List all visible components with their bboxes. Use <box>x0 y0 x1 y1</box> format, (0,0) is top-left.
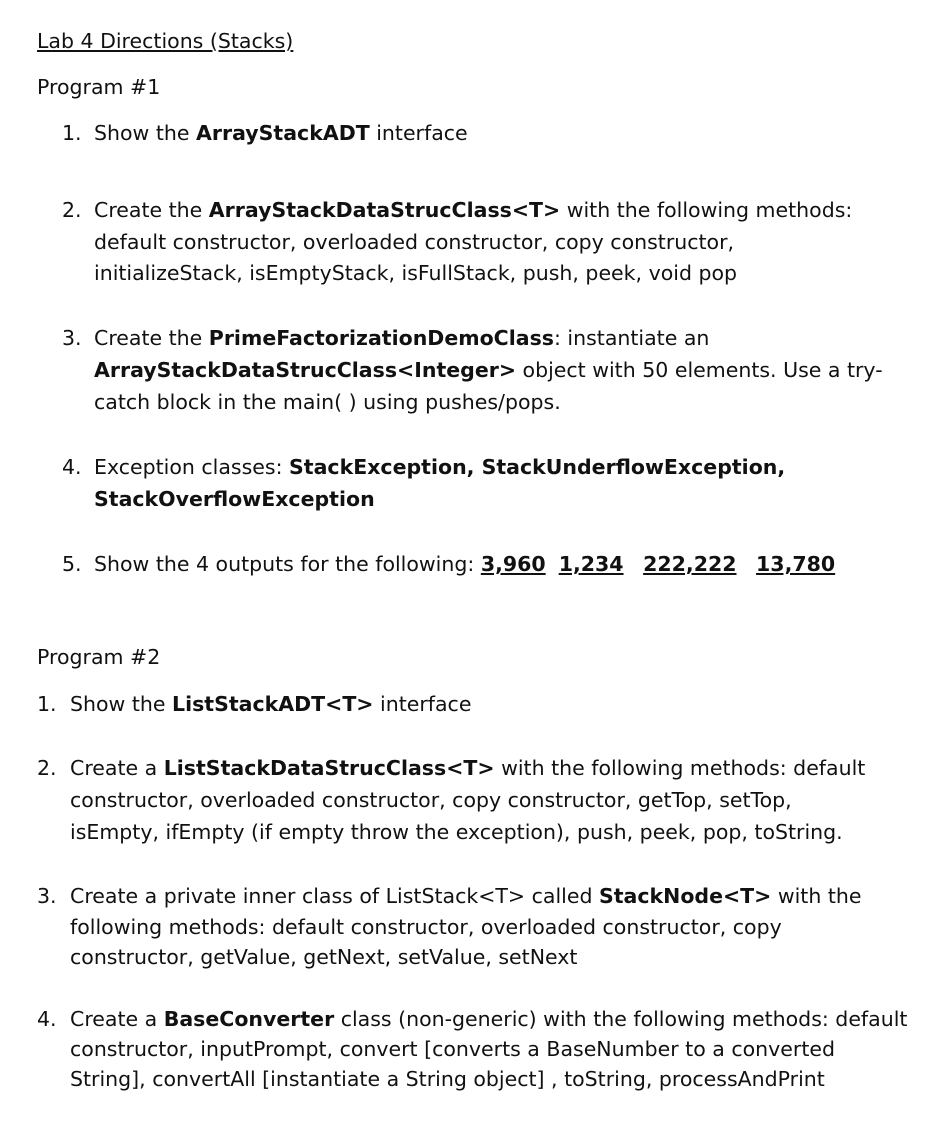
bold-term: 222,222 <box>643 552 737 576</box>
list-item-number: 3. <box>37 884 57 908</box>
text-run: with the <box>771 884 862 908</box>
text-run: String], convertAll [instantiate a String object] , toString, processAndPrint <box>70 1067 825 1091</box>
list-item-line <box>70 1066 825 1092</box>
text-run: constructor, overloaded constructor, copy constructor, getTop, setTop, <box>70 788 792 812</box>
text-run: Show the <box>94 121 196 145</box>
list-item-line <box>94 551 835 577</box>
text-run: Create a <box>70 1007 164 1031</box>
bold-term: 3,960 <box>480 552 546 576</box>
text-run: Show the 4 outputs for the following: <box>94 552 481 576</box>
bold-term: ArrayStackDataStrucClass<T> <box>208 198 561 222</box>
bold-term: 1,234 <box>558 552 624 576</box>
program1-heading: Program #1 <box>37 75 161 99</box>
bold-term: ListStackDataStrucClass<T> <box>163 756 495 780</box>
text-run: default constructor, overloaded constructor, copy constructor, <box>94 230 735 254</box>
list-item-line <box>94 454 785 480</box>
text-run: following methods: default constructor, overloaded constructor, copy <box>70 915 782 939</box>
bold-term: StackException, StackUnderflowException, <box>289 455 786 479</box>
list-item-line <box>70 914 782 940</box>
text-run: isEmpty, ifEmpty (if empty throw the exception), push, peek, pop, toString. <box>70 820 843 844</box>
text-run: Create the <box>94 326 209 350</box>
page-title: Lab 4 Directions (Stacks) <box>37 29 294 53</box>
bold-term: StackOverflowException <box>94 487 375 511</box>
bold-term: BaseConverter <box>163 1007 335 1031</box>
text-run: Exception classes: <box>94 455 290 479</box>
list-item-line <box>94 389 561 415</box>
list-item-line <box>70 819 843 845</box>
text-run <box>736 552 756 576</box>
text-run: interface <box>373 692 472 716</box>
list-item-line <box>94 197 852 223</box>
bold-term: ArrayStackADT <box>196 121 370 145</box>
bold-term: ListStackADT<T> <box>172 692 374 716</box>
list-item-number: 2. <box>62 198 82 222</box>
text-run: with the following methods: <box>560 198 853 222</box>
text-run <box>546 552 559 576</box>
list-item-number: 4. <box>37 1007 57 1031</box>
text-run: with the following methods: default <box>494 756 866 780</box>
text-run: class (non-generic) with the following methods: default <box>334 1007 908 1031</box>
text-run <box>624 552 644 576</box>
text-run: interface <box>369 121 468 145</box>
bold-term: ArrayStackDataStrucClass<Integer> <box>94 358 517 382</box>
list-item-line <box>70 1036 835 1062</box>
list-item-number: 1. <box>62 121 82 145</box>
list-item-line <box>70 691 471 717</box>
bold-term: 13,780 <box>756 552 836 576</box>
bold-term: PrimeFactorizationDemoClass <box>208 326 554 350</box>
list-item-line <box>70 883 862 909</box>
list-item-line <box>94 120 468 146</box>
text-run: Create the <box>94 198 209 222</box>
list-item-line <box>94 486 375 512</box>
text-run: initializeStack, isEmptyStack, isFullStack, push, peek, void pop <box>94 261 738 285</box>
list-item-number: 2. <box>37 756 57 780</box>
list-item-line <box>70 755 865 781</box>
list-item-number: 5. <box>62 552 82 576</box>
text-run: : instantiate an <box>553 326 710 350</box>
text-run: Create a private inner class of ListStack<T> called <box>70 884 599 908</box>
list-item-line <box>94 260 737 286</box>
list-item-line <box>70 1006 907 1032</box>
list-item-line <box>70 944 577 970</box>
program2-heading: Program #2 <box>37 645 161 669</box>
list-item-number: 4. <box>62 455 82 479</box>
text-run: Create a <box>70 756 164 780</box>
list-item-line <box>70 787 792 813</box>
bold-term: StackNode<T> <box>598 884 772 908</box>
text-run: constructor, getValue, getNext, setValue, setNext <box>70 945 578 969</box>
text-run: object with 50 elements. Use a try- <box>516 358 883 382</box>
list-item-number: 1. <box>37 692 57 716</box>
list-item-line <box>94 357 883 383</box>
list-item-line <box>94 229 734 255</box>
text-run: constructor, inputPrompt, convert [converts a BaseNumber to a converted <box>70 1037 835 1061</box>
list-item-line <box>94 325 709 351</box>
text-run: Show the <box>70 692 172 716</box>
list-item-number: 3. <box>62 326 82 350</box>
text-run: catch block in the main( ) using pushes/pops. <box>94 390 561 414</box>
